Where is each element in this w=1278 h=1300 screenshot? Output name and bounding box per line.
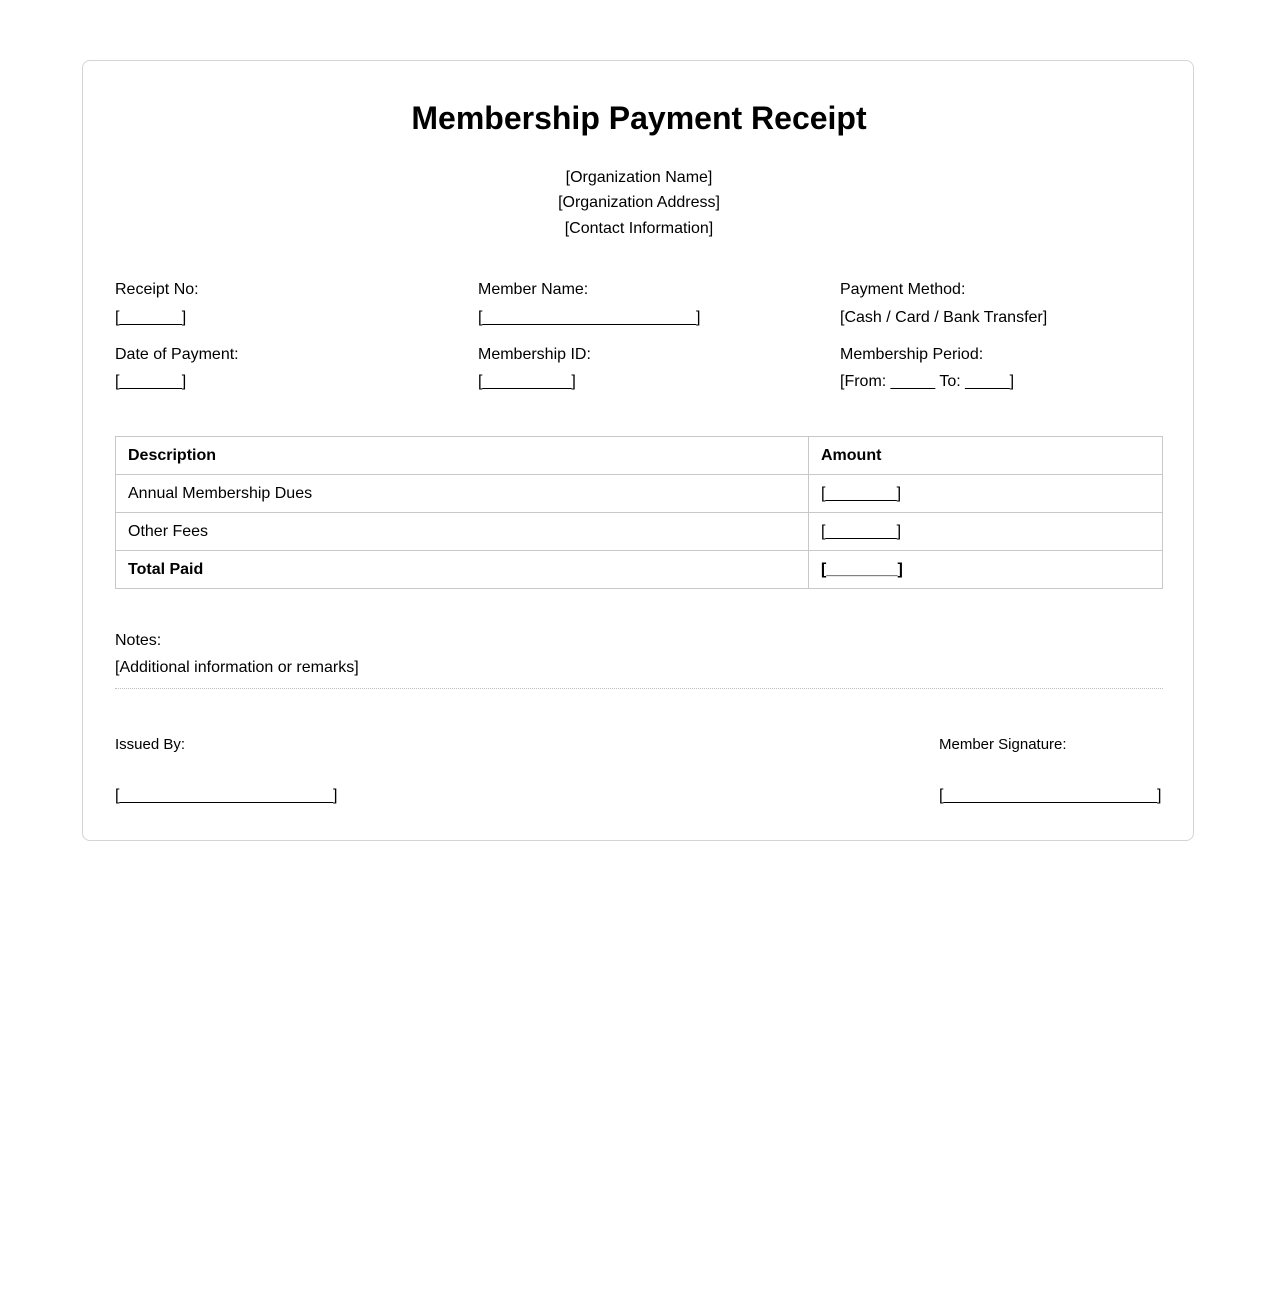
organization-name: [Organization Name]: [565, 169, 713, 186]
notes-value: [Additional information or remarks]: [115, 659, 359, 676]
member-signature-label: Member Signature:: [939, 736, 1067, 753]
organization-contact: [Contact Information]: [564, 220, 714, 237]
description-header: Description: [116, 437, 809, 475]
amount-header: Amount: [809, 437, 1163, 475]
total-label: Total Paid: [116, 551, 809, 589]
organization-address: [Organization Address]: [558, 194, 720, 211]
row-amount: [________]: [809, 475, 1163, 513]
payment-method-label: Payment Method:: [840, 281, 966, 298]
payment-items-table: [115, 436, 1163, 589]
notes-label: Notes:: [115, 632, 162, 649]
receipt-title: Membership Payment Receipt: [411, 100, 867, 136]
total-row: [116, 551, 1163, 589]
notes-divider: [115, 688, 1163, 689]
membership-id-value: [__________]: [478, 373, 576, 390]
table-row: [116, 475, 1163, 513]
member-signature-line: [________________________]: [939, 787, 1162, 804]
membership-id-label: Membership ID:: [478, 346, 591, 363]
receipt-no-label: Receipt No:: [115, 281, 199, 298]
member-name-label: Member Name:: [478, 281, 589, 298]
member-name-value: [________________________]: [478, 309, 701, 326]
payment-method-value: [Cash / Card / Bank Transfer]: [840, 309, 1048, 326]
membership-period-label: Membership Period:: [840, 346, 984, 363]
date-of-payment-value: [_______]: [115, 373, 187, 390]
issued-by-label: Issued By:: [115, 736, 186, 753]
table-header-row: [116, 437, 1163, 475]
issued-by-line: [________________________]: [115, 787, 338, 804]
receipt-no-value: [_______]: [115, 309, 187, 326]
row-amount: [________]: [809, 513, 1163, 551]
table-row: [116, 513, 1163, 551]
membership-period-value: [From: _____ To: _____]: [840, 373, 1015, 390]
date-of-payment-label: Date of Payment:: [115, 346, 239, 363]
row-description: Other Fees: [116, 513, 809, 551]
total-amount: [________]: [809, 551, 1163, 589]
row-description: Annual Membership Dues: [116, 475, 809, 513]
